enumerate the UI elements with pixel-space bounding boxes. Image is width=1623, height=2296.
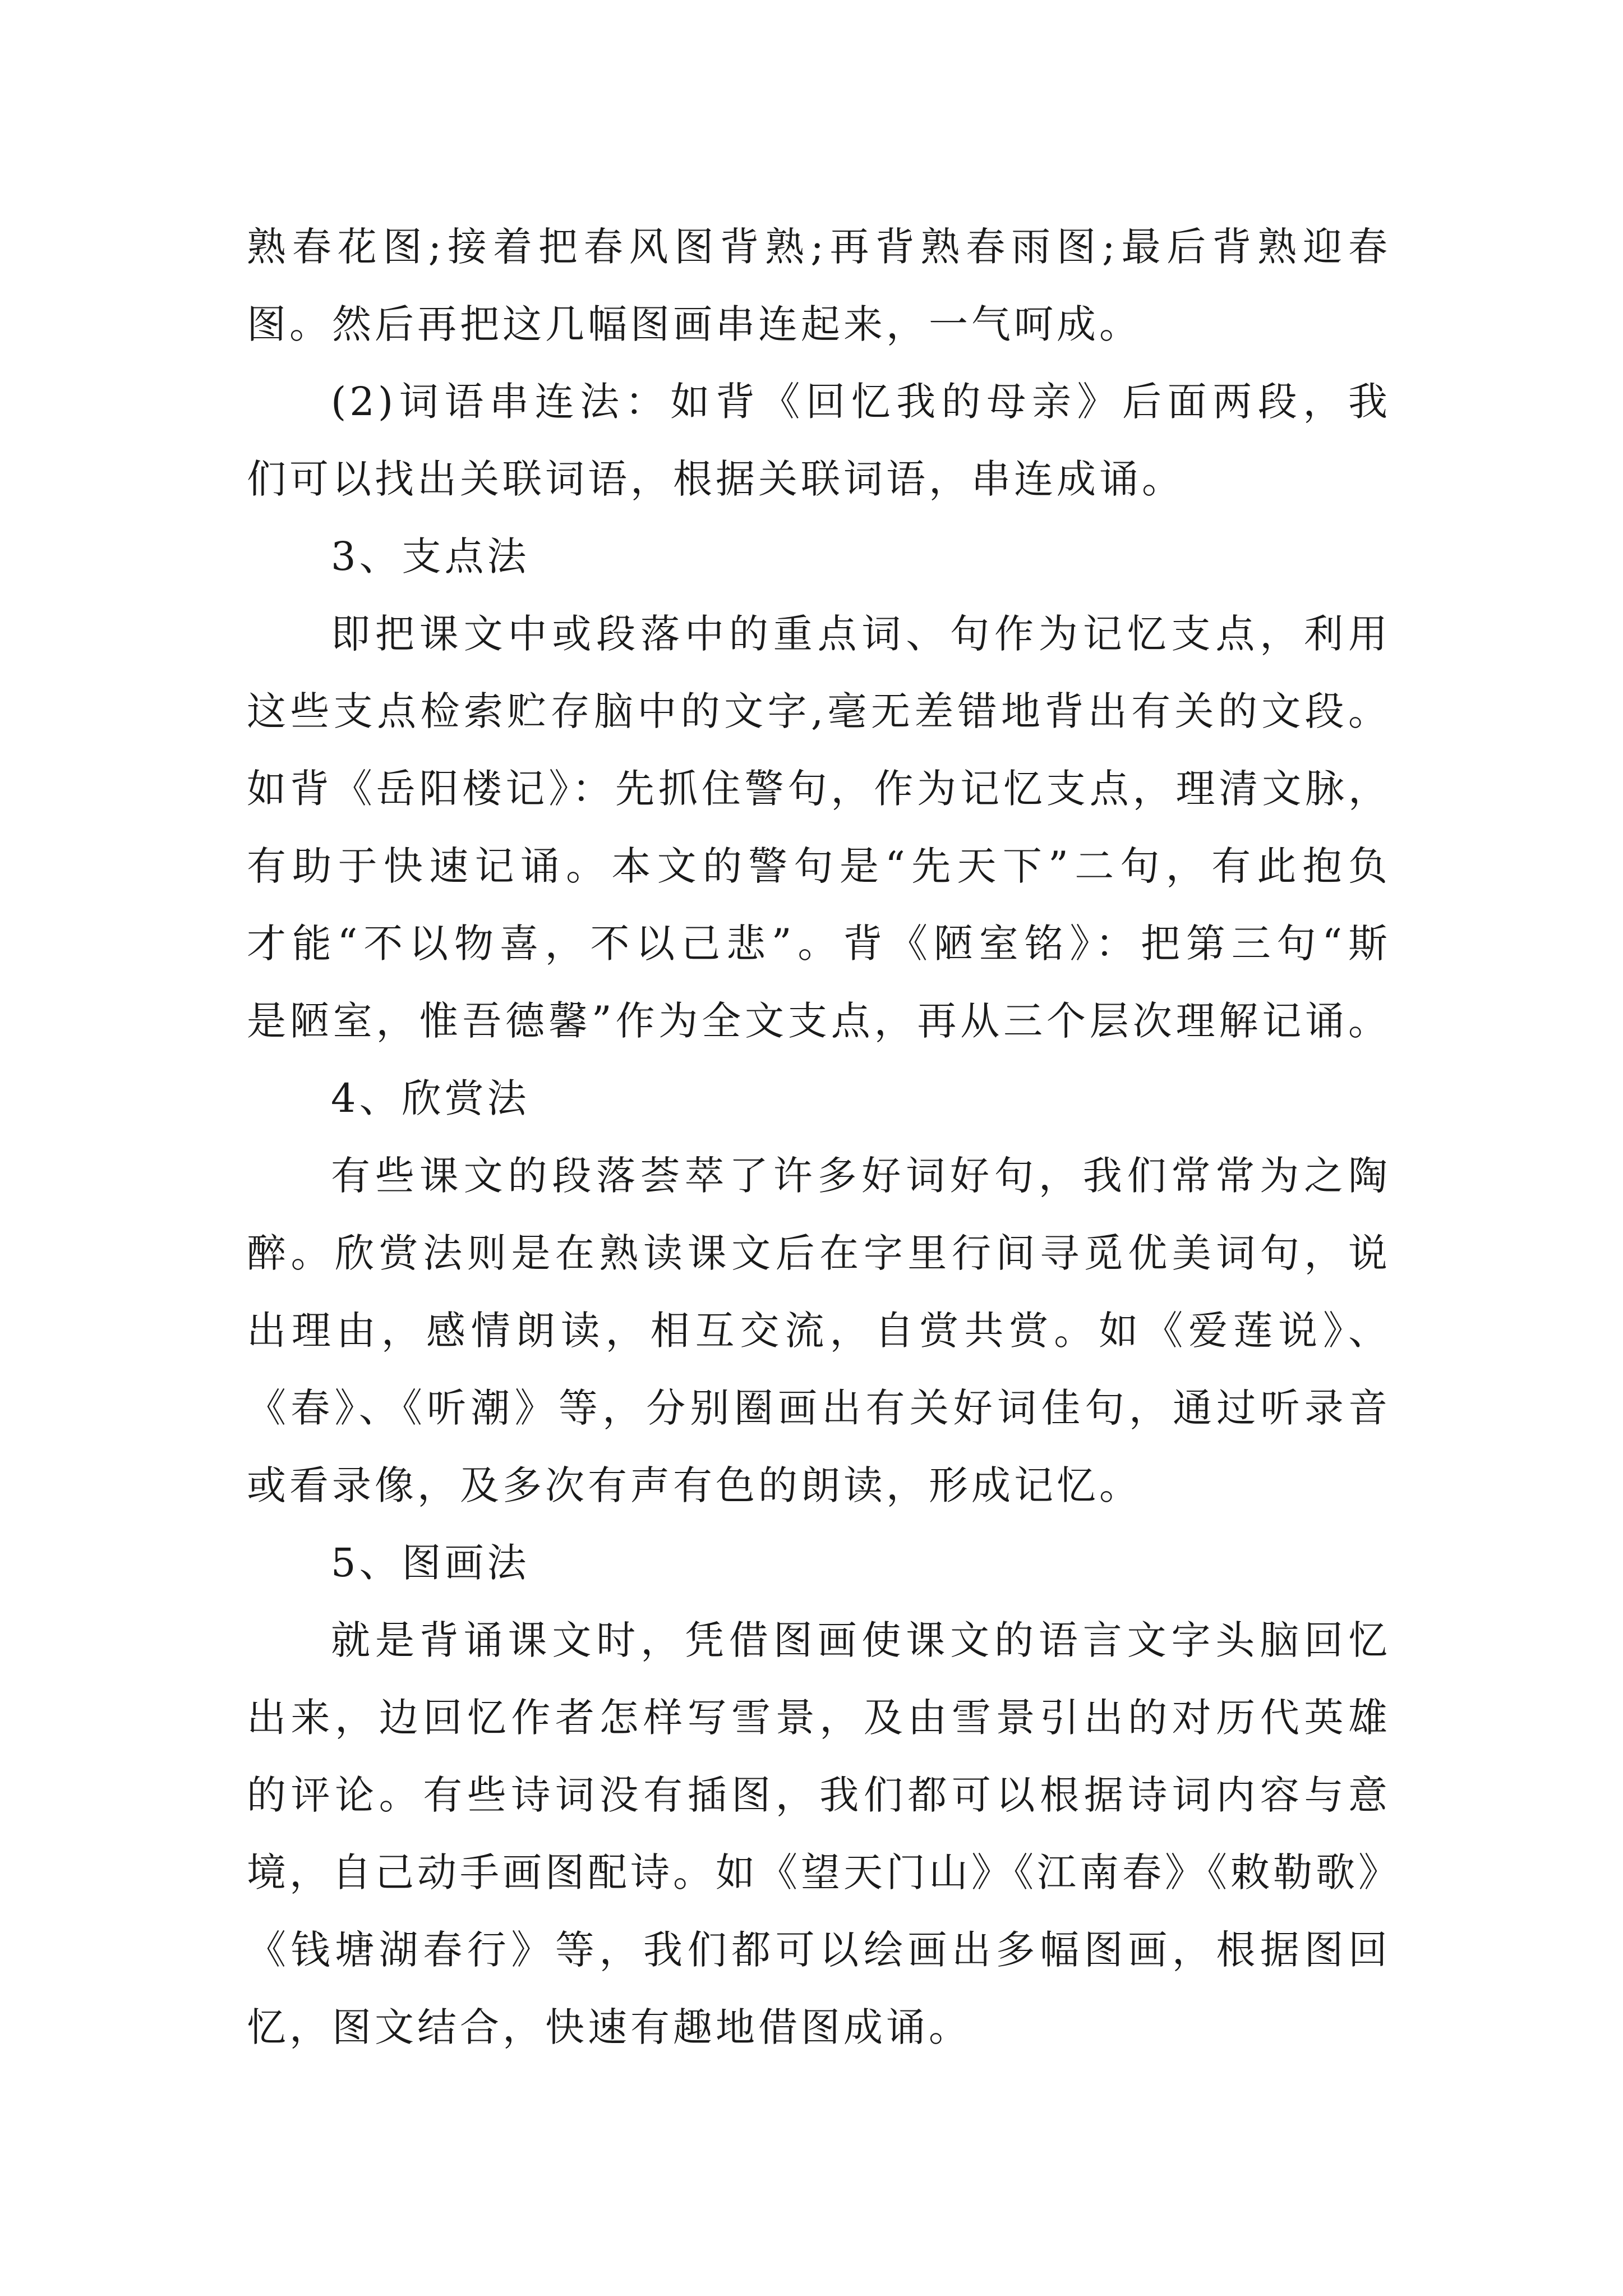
- text-line: 图。然后再把这几幅图画串连起来，一气呵成。: [247, 301, 1142, 347]
- text-line: 有助于快速记诵。本文的警句是“先天下”二句，有此抱负: [247, 843, 1391, 889]
- text-line: 出来，边回忆作者怎样写雪景，及由雪景引出的对历代英雄: [247, 1695, 1391, 1741]
- text-line: 境，自己动手画图配诗。如《望天门山》《江南春》《敕勒歌》: [247, 1849, 1401, 1895]
- section-heading: 3、支点法: [331, 533, 530, 579]
- text-line: 这些支点检索贮存脑中的文字,毫无差错地背出有关的文段。: [247, 688, 1391, 734]
- section-heading: 5、图画法: [331, 1540, 530, 1586]
- text-line: 忆，图文结合，快速有趣地借图成诵。: [247, 2004, 971, 2050]
- text-line: 才能“不以物喜，不以己悲”。背《陋室铭》：把第三句“斯: [247, 921, 1391, 967]
- text-line: 《钱塘湖春行》等，我们都可以绘画出多幅图画，根据图回: [247, 1927, 1391, 1973]
- text-line: 们可以找出关联词语，根据关联词语，串连成诵。: [247, 456, 1184, 502]
- text-line: 的评论。有些诗词没有插图，我们都可以根据诗词内容与意: [247, 1772, 1391, 1818]
- text-line: 是陋室，惟吾德馨”作为全文支点，再从三个层次理解记诵。: [247, 998, 1391, 1044]
- text-line: 醉。欣赏法则是在熟读课文后在字里行间寻觅优美词句，说: [247, 1230, 1391, 1276]
- text-line: 《春》、《听潮》等，分别圈画出有关好词佳句，通过听录音: [247, 1385, 1391, 1431]
- text-line: 熟春花图;接着把春风图背熟;再背熟春雨图;最后背熟迎春: [247, 224, 1391, 270]
- text-line: 如背《岳阳楼记》：先抓住警句，作为记忆支点，理清文脉，: [247, 766, 1391, 812]
- text-line: 或看录像，及多次有声有色的朗读，形成记忆。: [247, 1462, 1142, 1508]
- text-line: 出理由，感情朗读，相互交流，自赏共赏。如《爱莲说》、: [247, 1308, 1391, 1354]
- text-line: 就是背诵课文时，凭借图画使课文的语言文字头脑回忆: [331, 1617, 1391, 1663]
- text-line: 有些课文的段落荟萃了许多好词好句，我们常常为之陶: [331, 1153, 1391, 1199]
- text-line: (2)词语串连法：如背《回忆我的母亲》后面两段，我: [331, 379, 1391, 425]
- section-heading: 4、欣赏法: [331, 1075, 530, 1121]
- text-line: 即把课文中或段落中的重点词、句作为记忆支点，利用: [331, 611, 1391, 657]
